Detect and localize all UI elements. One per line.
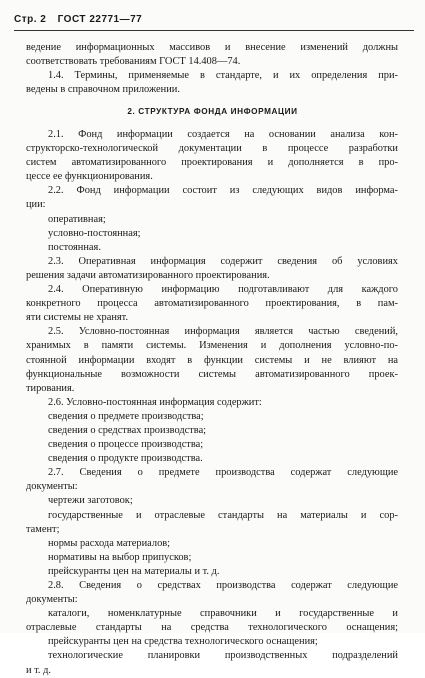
text-line: 2.5. Условно-постоянная информация является частью сведений, <box>48 326 398 338</box>
text-line: сведения о процессе производства; <box>48 439 204 451</box>
text-line: сведения о продукте производства. <box>48 453 203 465</box>
text-line: цессе ее функционирования. <box>26 171 153 183</box>
text-line: 2.3. Оперативная информация содержит сведения об условиях <box>48 255 398 267</box>
text-line: технологические планировки производственных подразделений <box>48 650 398 662</box>
text-line: сведения о средствах производства; <box>48 424 207 436</box>
text-line: документы: <box>26 594 78 606</box>
text-line: нормы расхода материалов; <box>48 537 171 549</box>
text-line: конкретного процесса автоматизированного проектирования, в пам- <box>26 298 398 310</box>
text-line: 2.4. Оперативную информацию подготавливают для каждого <box>48 284 398 296</box>
text-line: прейскуранты цен на материалы и т. д. <box>48 565 220 577</box>
text-line: отраслевые стандарты на средства технологического оснащения; <box>26 622 398 634</box>
text-line: прейскуранты цен на средства технологического оснащения; <box>48 636 318 648</box>
text-line: оперативная; <box>48 213 106 225</box>
text-line: государственные и отраслевые стандарты на материалы и сор- <box>48 509 398 521</box>
header-divider <box>14 30 414 31</box>
page-header <box>14 14 150 25</box>
text-line: соответствовать требованиям ГОСТ 14.408—74. <box>26 56 241 68</box>
text-line: ведение информационных массивов и внесение изменений должны <box>26 42 398 53</box>
text-line: тамент; <box>26 523 60 535</box>
standard-code: ГОСТ 22771—77 <box>57 14 143 25</box>
text-line: и т. д. <box>26 664 51 676</box>
text-line: документы: <box>26 481 78 493</box>
text-line: 2.6. Условно-постоянная информация содержит: <box>48 396 262 408</box>
text-line: условно-постоянная; <box>48 227 141 239</box>
text-line: 2.1. Фонд информации создается на основании анализа кон- <box>48 129 398 140</box>
text-line: сведения о предмете производства; <box>48 410 204 422</box>
text-line: постоянная. <box>48 241 101 253</box>
text-line: систем автоматизированного проектирования и дополняется в про- <box>26 157 398 169</box>
page-number: Стр. 2 <box>14 14 47 25</box>
text-line: 2.2. Фонд информации состоит из следующих видов информа- <box>48 185 398 197</box>
text-line: чертежи заготовок; <box>48 495 133 507</box>
text-line: стоянной информации входят в функции системы и не влияют на <box>26 354 398 366</box>
text-line: ции: <box>26 199 46 211</box>
text-line: 2.8. Сведения о средствах производства содержат следующие <box>48 580 398 591</box>
text-line: яти системы не хранят. <box>26 312 129 324</box>
text-line: структорско-технологической документации в процессе разработки <box>26 143 398 155</box>
text-line: функциональные возможности системы автоматизированного проек- <box>26 368 398 380</box>
text-line: каталоги, номенклатурные справочники и государственные и <box>48 608 398 620</box>
text-line: тирования. <box>26 382 75 394</box>
intro-paragraphs <box>26 41 398 97</box>
text-line: 2.7. Сведения о предмете производства содержат следующие <box>48 467 398 479</box>
section-title: 2. СТРУКТУРА ФОНДА ИНФОРМАЦИИ <box>127 107 298 116</box>
text-line: хранимых в памяти системы. Изменения и дополнения условно-по- <box>26 340 398 352</box>
section-body <box>26 128 398 678</box>
text-line: ведены в справочном приложении. <box>26 84 180 96</box>
text-line: 1.4. Термины, применяемые в стандарте, и их определения при- <box>48 70 398 82</box>
text-line: нормативы на выбор припусков; <box>48 551 192 563</box>
text-line: решения задачи автоматизированного проектирования. <box>26 269 270 281</box>
